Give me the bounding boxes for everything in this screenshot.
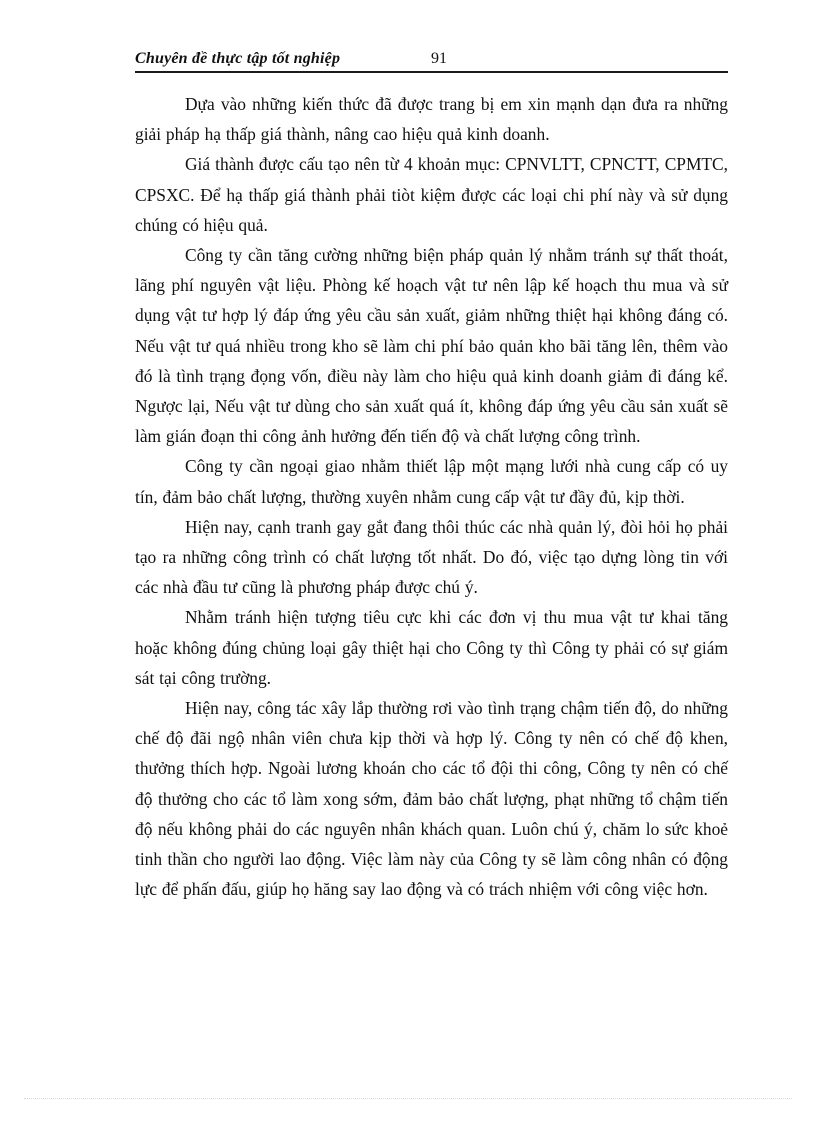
paragraph-7: Hiện nay, công tác xây lắp thường rơi vào tình trạng chậm tiến độ, do những chế độ đãi ngộ nhân viên chưa kịp thời và hợp lý. Công ty nên có chế độ khen, thưởng thích hợp. Ngoài lương khoán cho các tổ đội thi công, Công ty nên có chế độ thưởng cho các tổ làm xong sớm, đảm bảo chất lượng, phạt những tổ chậm tiến độ nếu không phải do các nguyên nhân khách quan. Luôn chú ý, chăm lo sức khoẻ tinh thần cho người lao động. Việc làm này của Công ty sẽ làm công nhân có động lực để phấn đấu, giúp họ hăng say lao động và có trách nhiệm với công việc hơn. (135, 698, 728, 900)
paragraph-2: Giá thành được cấu tạo nên từ 4 khoản mục: CPNVLTT, CPNCTT, CPMTC, CPSXC. Để hạ thấp giá thành phải tiòt kiệm được các loại chi phí này và sử dụng chúng có hiệu quả. (135, 154, 728, 235)
document-body (135, 89, 728, 904)
document-title: Chuyên đề thực tập tốt nghiệp (135, 50, 341, 67)
paragraph-5: Hiện nay, cạnh tranh gay gắt đang thôi thúc các nhà quản lý, đòi hỏi họ phải tạo ra những công trình có chất lượng tốt nhất. Do đó, việc tạo dựng lòng tin với các nhà đầu tư cũng là phương pháp được chú ý. (135, 516, 728, 598)
paragraph-6: Nhằm tránh hiện tượng tiêu cực khi các đơn vị thu mua vật tư khai tăng hoặc không đúng chủng loại gây thiệt hại cho Công ty thì Công ty phải có sự giám sát tại công trường. (135, 607, 728, 688)
page-number: 91 (431, 50, 447, 67)
page-header (135, 46, 728, 73)
paragraph-1: Dựa vào những kiến thức đã được trang bị em xin mạnh dạn đưa ra những giải pháp hạ thấp giá thành, nâng cao hiệu quả kinh doanh. (135, 94, 728, 145)
footer-divider (24, 1098, 792, 1099)
paragraph-3: Công ty cần tăng cường những biện pháp quản lý nhằm tránh sự thất thoát, lãng phí nguyên vật liệu. Phòng kế hoạch vật tư nên lập kế hoạch thu mua và sử dụng vật tư hợp lý đáp ứng yêu cầu sản xuất, giảm những thiệt hại không đáng có. Nếu vật tư quá nhiều trong kho sẽ làm chi phí bảo quản kho bãi tăng lên, thêm vào đó là tình trạng đọng vốn, điều này làm cho hiệu quả kinh doanh giảm đi đáng kể. Ngược lại, Nếu vật tư dùng cho sản xuất quá ít, không đáp ứng yêu cầu sản xuất sẽ làm gián đoạn thi công ảnh hưởng đến tiến độ và chất lượng công trình. (135, 245, 728, 447)
paragraph-4: Công ty cần ngoại giao nhằm thiết lập một mạng lưới nhà cung cấp có uy tín, đảm bảo chất lượng, thường xuyên nhằm cung cấp vật tư đầy đủ, kịp thời. (135, 456, 728, 507)
